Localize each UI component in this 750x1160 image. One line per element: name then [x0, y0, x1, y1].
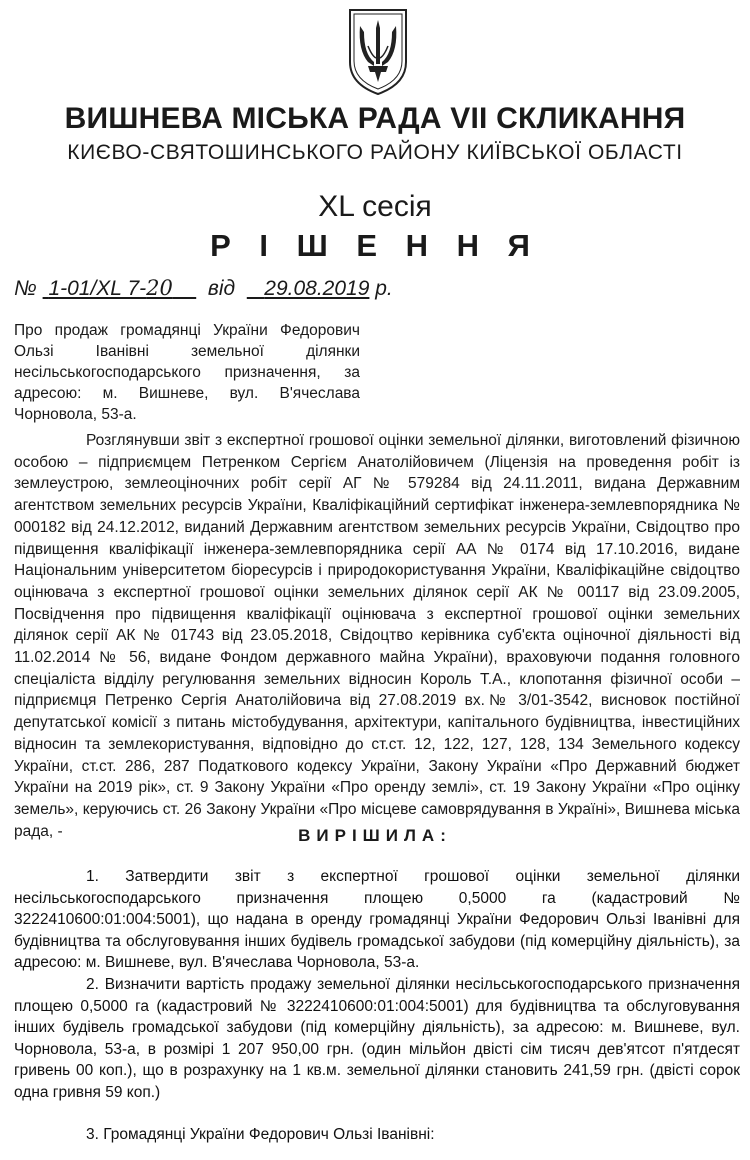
number-label: №: [14, 277, 37, 300]
decision-number-handwritten: 20: [146, 276, 173, 300]
resolution-point-1: 1. Затвердити звіт з експертної грошової оцінки земельної ділянки несільськогосподарського призначення площею 0,5000 га (кадастровий № 3222410600:01:004:5001), що надана в оренду громадянці України Федорович Ользі Іванівні для будівництва та обслуговування інших будівель громадської забудови (під комерційну діяльність), за адресою: м. Вишневе, вул. В'ячеслава Чорновола, 53-а.: [14, 868, 740, 971]
council-title: ВИШНЕВА МІСЬКА РАДА VII СКЛИКАННЯ: [64, 102, 686, 135]
decision-date: [247, 277, 370, 300]
decision-subject: Про продаж громадянці України Федорович Ользі Іванівні земельної ділянки несільськогосподарського призначення, за адресою: м. Вишневе, вул. В'ячеслава Чорновола, 53-а.: [14, 322, 360, 423]
decision-number-printed: 1-01/XL 7-: [48, 277, 147, 300]
decision-date-value: 29.08.2019: [264, 277, 370, 300]
district-subtitle: КИЄВО-СВЯТОШИНСЬКОГО РАЙОНУ КИЇВСЬКОЇ ОБЛАСТІ: [67, 141, 683, 164]
resolved-heading: ВИРІШИЛА:: [298, 826, 452, 845]
document-type-heading: Р І Ш Е Н Н Я: [210, 228, 540, 263]
coat-of-arms-trident-icon: [346, 6, 410, 98]
decision-number-line: [14, 276, 734, 301]
session-title: XL сесія: [318, 190, 432, 223]
decision-number: [43, 277, 197, 300]
preamble-paragraph: Розглянувши звіт з експертної грошової оцінки земельної ділянки, виготовлений фізичною особою – підприємцем Петренком Сергієм Анатолійовичем (Ліцензія на проведення робіт із землеустрою, землеоціночних робіт серії АГ № 579284 від 24.11.2011, видана Державним агентством земельних ресурсів України, Кваліфікаційний сертифікат інженера-землевпорядника № 000182 від 24.12.2012, виданий Державним агентством земельних ресурсів України, Свідоцтво про підвищення кваліфікації інженера-землевпорядника серії АА № 0174 від 17.10.2016, видане Національним університетом біоресурсів і природокористування України, Кваліфікаційне свідоцтво оцінювача з експертної грошової оцінки земельних ділянок серії АК № 00117 від 23.09.2005, Посвідчення про підвищення кваліфікації оцінювача з експертної грошової оцінки земельних ділянок серії АК № 01743 від 23.05.2018, Свідоцтво керівника суб'єкта оціночної діяльності від 11.02.2014 № 56, видане Фондом державного майна України), враховуючи подання головного спеціаліста відділу регулювання земельних відносин Король Т.А., клопотання фізичної особи – підприємця Петренко Сергія Анатолійовича від 27.08.2019 вх.№ 3/01-3542, висновок постійної депутатської комісії з питань містобудування, архітектури, капітального будівництва, інвестиційних відносин та землекористування, відповідно до ст.ст. 12, 122, 127, 128, 134 Земельного кодексу України, ст.ст. 286, 287 Податкового кодексу України, Закону України «Про Державний бюджет України на 2019 рік», ст. 9 Закону України «Про оренду землі», ст. 19 Закону України «Про оцінку земель», керуючись ст. 26 Закону України «Про місцеве самоврядування в Україні», Вишнева міська рада, -: [14, 432, 740, 840]
resolution-point-3: 3. Громадянці України Федорович Ользі Іванівні:: [86, 1126, 435, 1143]
year-suffix: р.: [375, 277, 393, 300]
date-from-label: від: [207, 277, 236, 300]
resolution-point-2: 2. Визначити вартість продажу земельної ділянки несільськогосподарського призначення площею 0,5000 га (кадастровий № 3222410600:01:004:5001) для будівництва та обслуговування інших будівель громадської забудови (під комерційну діяльність), за адресою: м. Вишневе, вул. Чорновола, 53-а, в розмірі 1 207 950,00 грн. (один мільйон двісті сім тисяч дев'ятсот п'ятдесят гривень 00 коп.), що в розрахунку на 1 кв.м. земельної ділянки становить 241,59 грн. (двісті сорок одна гривня 59 коп.): [14, 976, 740, 1101]
